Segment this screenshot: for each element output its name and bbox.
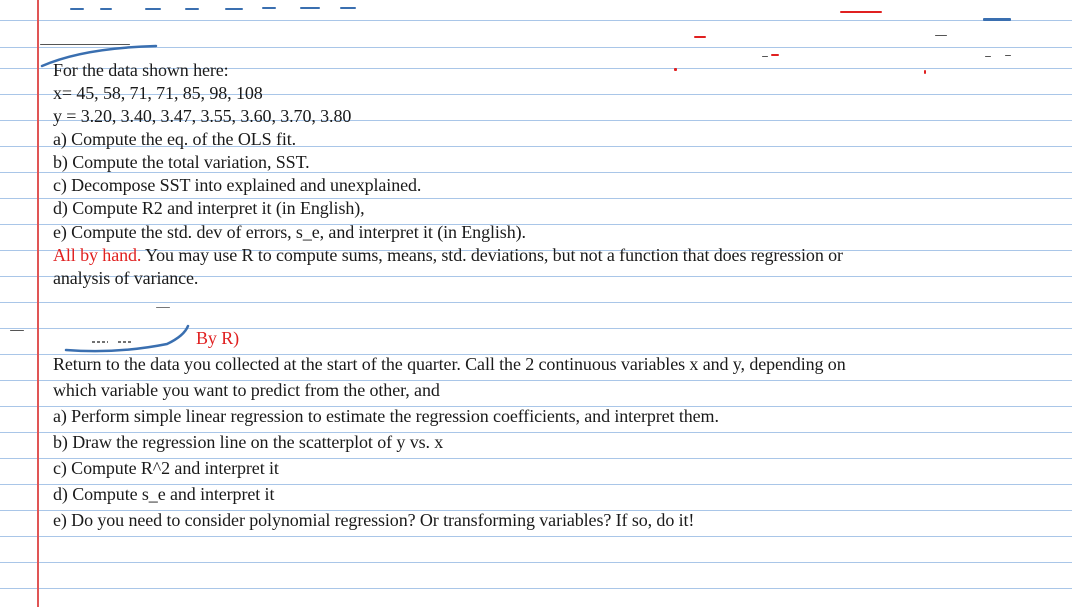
ink-mark	[145, 8, 161, 10]
task-item: a) Perform simple linear regression to estimate the regression coefficients, and interpret them.	[53, 406, 719, 426]
ink-mark	[225, 8, 243, 10]
intro-line: which variable you want to predict from the other, and	[53, 380, 440, 400]
ink-mark	[300, 7, 320, 9]
ink-mark	[983, 18, 1011, 21]
data-y-line: y = 3.20, 3.40, 3.47, 3.55, 3.60, 3.70, 3.80	[53, 106, 352, 126]
note-line: analysis of variance.	[53, 268, 199, 288]
ruled-line	[0, 172, 1072, 173]
data-x-line: x= 45, 58, 71, 71, 85, 98, 108	[53, 83, 263, 103]
ink-mark	[924, 70, 926, 74]
task-item: a) Compute the eq. of the OLS fit.	[53, 129, 297, 149]
ink-mark	[340, 7, 356, 9]
ruled-line	[0, 536, 1072, 537]
task-item: c) Compute R^2 and interpret it	[53, 458, 279, 478]
section-heading: By R)	[196, 328, 240, 348]
task-item: b) Compute the total variation, SST.	[53, 152, 310, 172]
ruled-line	[0, 302, 1072, 303]
task-item: d) Compute R2 and interpret it (in English),	[53, 198, 365, 218]
prompt-line: For the data shown here:	[53, 60, 229, 80]
task-item: d) Compute s_e and interpret it	[53, 484, 275, 504]
task-item: c) Decompose SST into explained and unexplained.	[53, 175, 422, 195]
ruled-line	[0, 562, 1072, 563]
intro-line: Return to the data you collected at the start of the quarter. Call the 2 continuous variables x and y, depending on	[53, 354, 846, 374]
ink-mark	[840, 11, 882, 13]
ink-mark	[1005, 55, 1011, 56]
ink-mark	[70, 8, 84, 10]
ink-mark	[935, 35, 947, 36]
task-item: b) Draw the regression line on the scatterplot of y vs. x	[53, 432, 444, 452]
ink-mark	[762, 56, 768, 57]
note-highlight: All by hand.	[53, 245, 142, 265]
task-item: e) Do you need to consider polynomial regression? Or transforming variables? If so, do it!	[53, 510, 695, 530]
ruled-line	[0, 588, 1072, 589]
margin-line	[37, 0, 39, 607]
ink-mark	[262, 7, 276, 9]
note-line	[53, 245, 843, 265]
ink-mark	[10, 330, 24, 331]
ink-mark	[771, 54, 779, 56]
ruled-line	[0, 20, 1072, 21]
ink-mark	[100, 8, 112, 10]
ink-swoosh	[62, 322, 192, 356]
note-text: You may use R to compute sums, means, std. deviations, but not a function that does regression or	[141, 245, 843, 265]
ink-mark	[185, 8, 199, 10]
ink-mark	[156, 307, 170, 308]
ink-mark	[674, 68, 677, 71]
task-item: e) Compute the std. dev of errors, s_e, and interpret it (in English).	[53, 222, 526, 242]
ink-mark	[694, 36, 706, 38]
ink-mark	[985, 56, 991, 57]
